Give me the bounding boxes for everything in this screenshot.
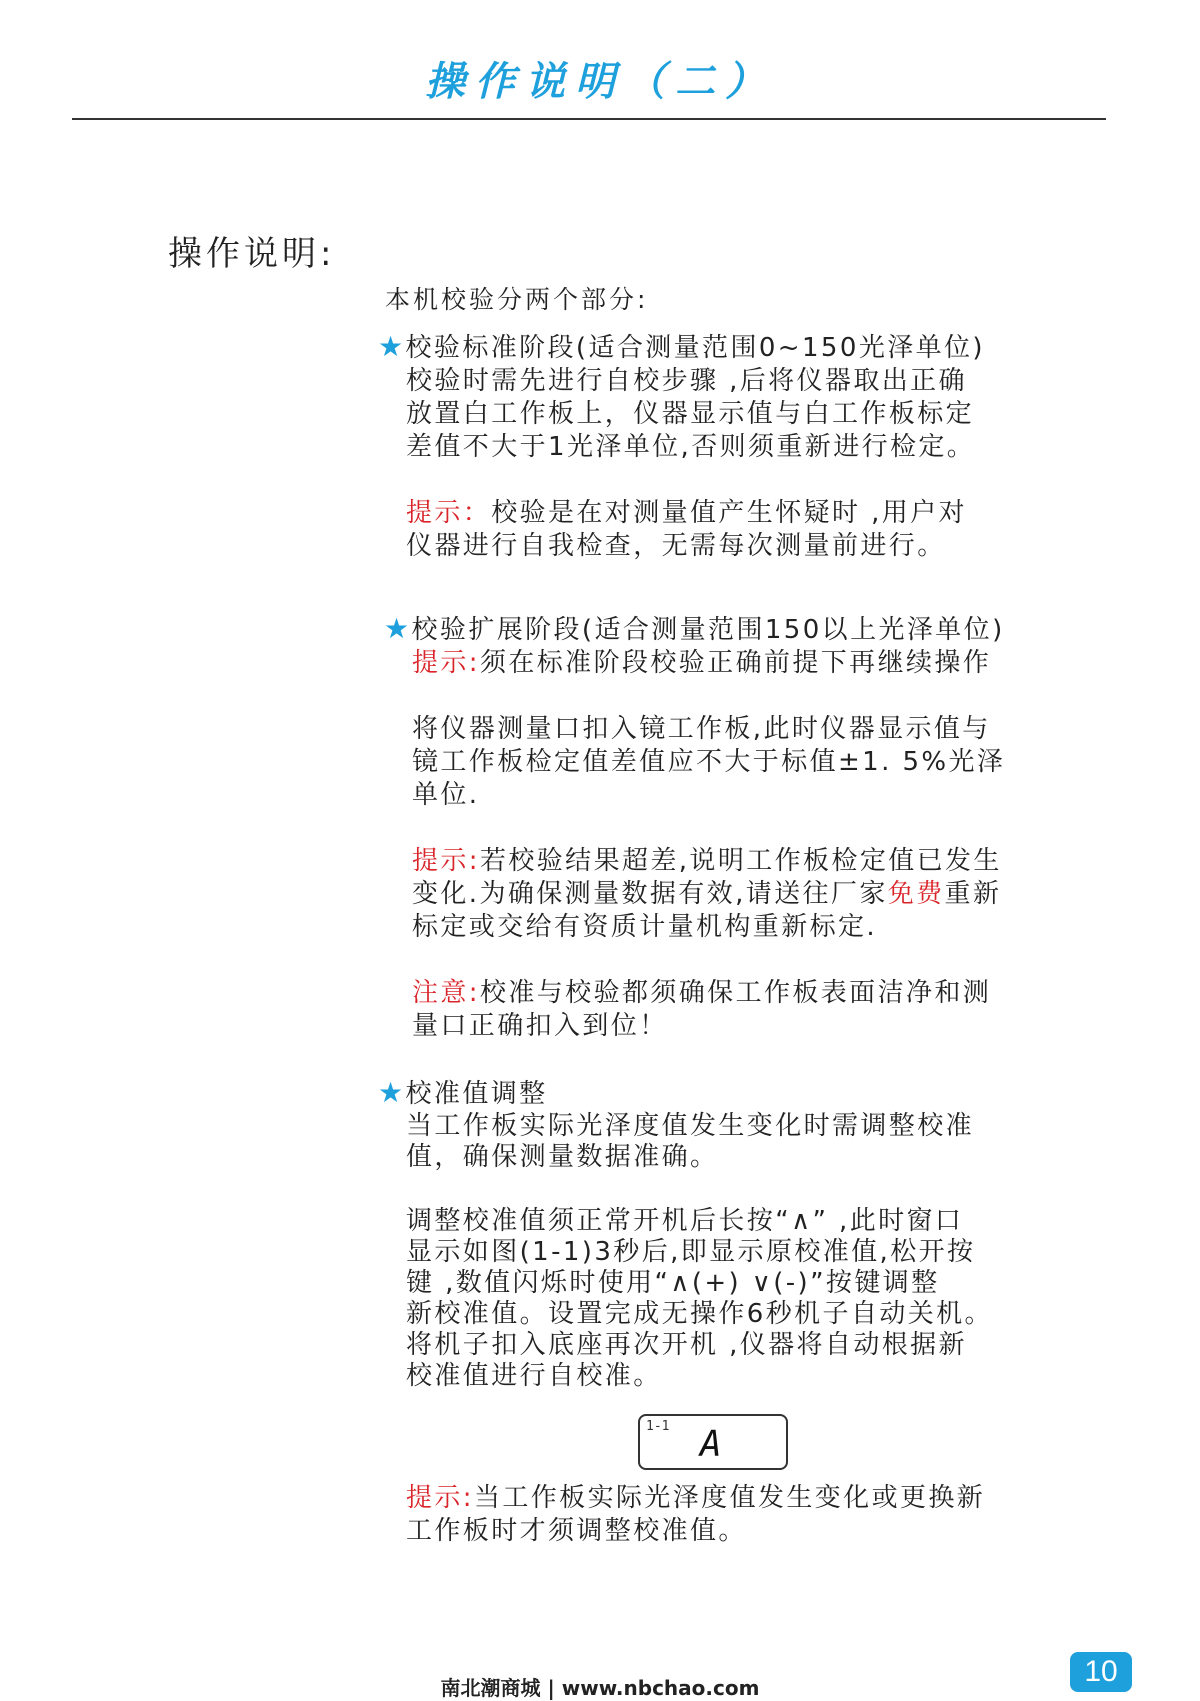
footer-brand: 南北潮商城 | www.nbchao.com [440, 1676, 760, 1700]
s2-heading-row [384, 612, 1005, 647]
s1-line: 放置白工作板上，仪器显示值与白工作板标定 [406, 399, 975, 429]
s2-line: 将仪器测量口扣入镜工作板,此时仪器显示值与 [412, 714, 991, 744]
s2-note-line: 量口正确扣入到位！ [412, 1011, 668, 1041]
s2-tip1 [412, 647, 1005, 680]
s2-tip2-text: 重新 [944, 879, 1002, 909]
tip-label: 提示: [406, 1483, 474, 1513]
section-standard-check [378, 330, 985, 563]
section-title: 操作说明: [168, 234, 336, 274]
s2-heading: 校验扩展阶段(适合测量范围150以上光泽单位) [411, 615, 1005, 645]
s2-tip2-text: 若校验结果超差,说明工作板检定值已发生 [479, 846, 1002, 876]
page-header-title: 操作说明（二） [425, 58, 775, 105]
s1-heading: 校验标准阶段(适合测量范围0~150光泽单位) [405, 333, 985, 363]
star-icon: ★ [378, 330, 406, 363]
free-highlight: 免费 [887, 879, 945, 909]
s3-tip-line [406, 1482, 985, 1515]
s1-tip-line [406, 497, 985, 530]
tip-label: 提示： [406, 498, 492, 528]
s3-tip [406, 1482, 985, 1548]
s3-line: 显示如图(1-1)3秒后,即显示原校准值,松开按 [406, 1237, 976, 1267]
s3-line: 值，确保测量数据准确。 [406, 1142, 719, 1172]
page-number: 10 [1070, 1652, 1132, 1692]
s1-line: 差值不大于1光泽单位,否则须重新进行检定。 [406, 432, 976, 462]
tip-label: 提示: [412, 648, 480, 678]
lcd-figure-tag: 1-1 [646, 1419, 670, 1434]
s2-tip2-line: 标定或交给有资质计量机构重新标定. [412, 912, 878, 942]
s1-tip-line: 仪器进行自我检查，无需每次测量前进行。 [406, 531, 946, 561]
tip-label: 提示: [412, 846, 480, 876]
header-divider [72, 118, 1106, 120]
s1-tip-text: 校验是在对测量值产生怀疑时 ,用户对 [491, 498, 967, 528]
s3-line: 将机子扣入底座再次开机 ,仪器将自动根据新 [406, 1330, 967, 1360]
s3-line: 当工作板实际光泽度值发生变化时需调整校准 [406, 1111, 975, 1141]
lcd-display-figure [638, 1414, 788, 1470]
s2-tip2-text: 变化.为确保测量数据有效,请送往厂家 [412, 879, 888, 909]
s3-line: 调整校准值须正常开机后长按“∧” ,此时窗口 [406, 1206, 964, 1236]
s2-tip1-text: 须在标准阶段校验正确前提下再继续操作 [479, 648, 992, 678]
section-calibration-adjust [378, 1076, 993, 1392]
star-icon: ★ [378, 1076, 406, 1109]
s3-heading-row [378, 1076, 993, 1111]
s3-heading: 校准值调整 [405, 1079, 548, 1109]
s3-tip-line: 工作板时才须调整校准值。 [406, 1516, 747, 1546]
s3-line: 键 ,数值闪烁时使用“∧(+) ∨(-)”按键调整 [406, 1268, 940, 1298]
s2-note-line [412, 977, 1005, 1010]
s3-line: 校准值进行自校准。 [406, 1361, 662, 1391]
s2-tip2-line [412, 878, 1005, 911]
lcd-display-char: A [700, 1424, 722, 1465]
s1-line: 校验时需先进行自校步骤 ,后将仪器取出正确 [406, 366, 967, 396]
intro-text: 本机校验分两个部分: [385, 285, 649, 314]
s1-heading-row [378, 330, 985, 365]
s2-tip2-line [412, 845, 1005, 878]
s3-tip-text: 当工作板实际光泽度值发生变化或更换新 [473, 1483, 986, 1513]
star-icon: ★ [384, 612, 412, 645]
s2-line: 单位. [412, 780, 480, 810]
s3-line: 新校准值。设置完成无操作6秒机子自动关机。 [406, 1299, 993, 1329]
s2-note-text: 校准与校验都须确保工作板表面洁净和测 [479, 978, 992, 1008]
note-label: 注意: [412, 978, 480, 1008]
s2-line: 镜工作板检定值差值应不大于标值±1. 5%光泽 [412, 747, 1006, 777]
section-extended-check [384, 612, 1005, 1043]
